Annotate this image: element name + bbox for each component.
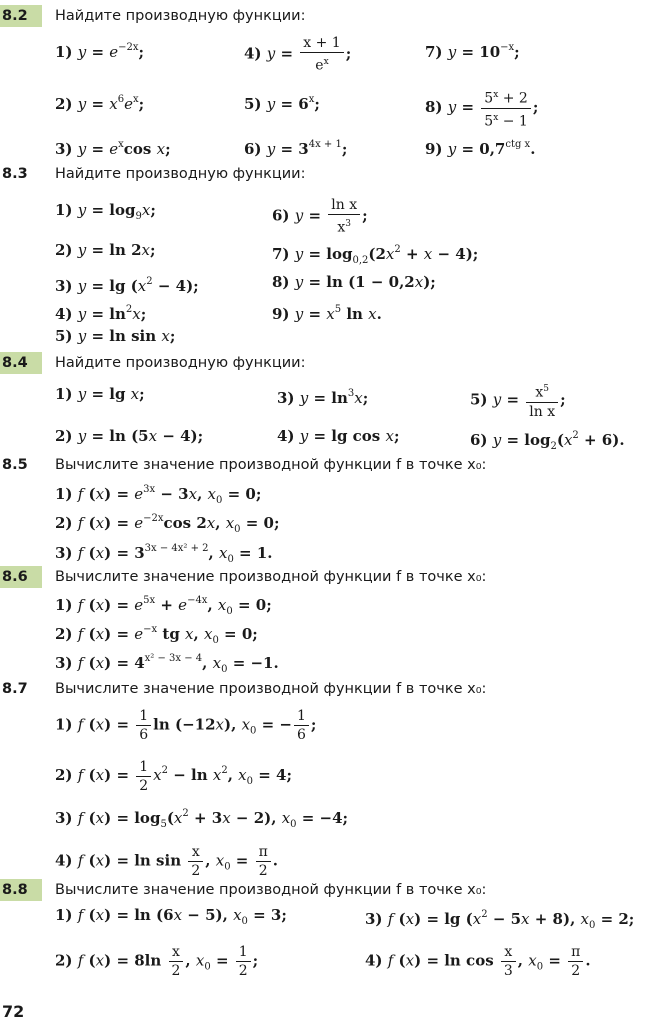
- exercise-number: 8.3: [2, 166, 28, 182]
- exercise-number: 8.5: [2, 457, 28, 473]
- task-8-2-5: 5) $y = 6^x$;: [244, 94, 320, 113]
- task-8-8-3: 3) f $(x) = \lg (x^2 - 5x + 8)$, $x_0 = 2$;: [365, 909, 635, 931]
- task-8-8-2: 2) f (x) = 8ln $\frac{x}{2}$ , $x_0$ = $\frac{1}{2}$ ;: [55, 944, 259, 979]
- exercise-number: 8.8: [0, 879, 42, 901]
- task-8-3-6: 6) y = $\frac{\text{ln x}}{x^3}$ ;: [272, 197, 368, 236]
- task-8-4-2: 2) y = ln (5x − 4);: [55, 427, 204, 445]
- task-8-3-5: 5) y = ln sin x;: [55, 327, 176, 345]
- task-8-7-2: 2) f (x) = $\frac{1}{2}$ $x^2 - \ln x^2$, $x_0 = 4$;: [55, 758, 292, 794]
- task-8-2-2: 2) $y = x^6e^x$;: [55, 94, 145, 113]
- exercise-heading: Найдите производную функции:: [55, 355, 306, 371]
- task-8-3-2: 2) y = ln 2x;: [55, 241, 156, 259]
- exercise-number: 8.2: [0, 5, 42, 27]
- exercise-8-8: [0, 879, 662, 903]
- task-8-2-8: 8) y = $\frac{5^x + 2}{5^x - 1}$ ;: [425, 86, 538, 114]
- exercise-heading: Найдите производную функции:: [55, 8, 306, 24]
- task-8-2-6: 6) $y = 3^{4x + 1}$;: [244, 139, 348, 158]
- exercise-heading: Вычислите значение производной функции f в точке x₀:: [55, 569, 487, 585]
- page-number: 72: [2, 1002, 25, 1021]
- task-8-2-7: 7) $y = 10^{-x}$;: [425, 42, 520, 61]
- exercise-8-2: [0, 5, 662, 29]
- task-8-7-1: 1) f (x) = $\frac{1}{6}$ ln (−12x), $x_0$ = − $\frac{1}{6}$ ;: [55, 708, 317, 743]
- task-8-4-6: 6) $y = \log_2(x^2 + 6)$.: [470, 430, 625, 452]
- task-8-8-4: 4) f (x) = ln cos $\frac{x}{3}$ , $x_0$ = $\frac{\pi}{2}$ .: [365, 944, 591, 979]
- exercise-heading: Вычислите значение производной функции f в точке x₀:: [55, 681, 487, 697]
- task-8-6-1: 1) f $(x) = e^{5x} + e^{-4x}$, $x_0 = 0$;: [55, 595, 272, 617]
- task-8-3-4: 4) $y = \ln^2x$;: [55, 304, 147, 323]
- task-8-3-3: 3) $y = \lg (x^2 - 4)$;: [55, 276, 199, 295]
- task-8-6-3: 3) f $(x) = 4^{x^2 - 3x - 4}$, $x_0 = -1$.: [55, 653, 279, 675]
- task-8-4-1: 1) y = lg x;: [55, 385, 145, 403]
- task-8-3-1: 1) $y = \log_9x$;: [55, 201, 156, 222]
- task-8-3-9: 9) $y = x^5$ ln x.: [272, 304, 382, 323]
- exercise-8-3: [0, 163, 662, 187]
- exercise-number: 8.7: [2, 681, 28, 697]
- task-8-3-7: 7) $y = \log_{0,2}(2x^2 + x - 4)$;: [272, 244, 479, 266]
- exercise-number: 8.6: [0, 566, 42, 588]
- task-8-3-8: 8) y = ln (1 − 0,2x);: [272, 273, 436, 291]
- exercise-8-7: [0, 678, 662, 702]
- exercise-8-5: [0, 454, 662, 478]
- task-8-4-3: 3) $y = \ln^3x$;: [277, 388, 369, 407]
- task-8-2-3: 3) $y = e^x\cos$ x;: [55, 139, 171, 158]
- task-8-5-3: 3) f $(x) = 3^{3x - 4x^2 + 2}$, $x_0 = 1$.: [55, 543, 273, 565]
- task-8-2-4: 4) y = $\frac{x + 1}{e^x}$ ;: [244, 35, 352, 74]
- task-8-5-2: 2) f $(x) = e^{-2x}\cos$ 2x, $x_0 = 0$;: [55, 513, 280, 535]
- exercise-heading: Вычислите значение производной функции f в точке x₀:: [55, 457, 487, 473]
- task-8-8-1: 1) f (x) = ln (6x − 5), $x_0 = 3$;: [55, 906, 287, 927]
- exercise-8-4: [0, 352, 662, 376]
- task-8-4-4: 4) y = lg cos x;: [277, 427, 400, 445]
- exercise-heading: Вычислите значение производной функции f в точке x₀:: [55, 882, 487, 898]
- task-8-2-1: 1) $y = e^{-2x}$;: [55, 42, 145, 61]
- task-8-4-5: 5) y = $\frac{x^5}{\text{ln x}}$ ;: [470, 380, 566, 408]
- exercise-number: 8.4: [0, 352, 42, 374]
- exercise-heading: Найдите производную функции:: [55, 166, 306, 182]
- task-8-5-1: 1) f $(x) = e^{3x} - 3x$, $x_0 = 0$;: [55, 484, 262, 506]
- task-8-2-9: 9) $y = 0,7^{ctg x}$.: [425, 139, 536, 158]
- task-8-6-2: 2) f $(x) = e^{-x}$ tg x, $x_0 = 0$;: [55, 624, 258, 646]
- task-8-7-3: 3) f $(x) = \log_5(x^2 + 3x - 2)$, $x_0 = -4$;: [55, 808, 349, 830]
- task-8-7-4: 4) f (x) = ln sin $\frac{x}{2}$ , $x_0$ = $\frac{\pi}{2}$ .: [55, 844, 279, 879]
